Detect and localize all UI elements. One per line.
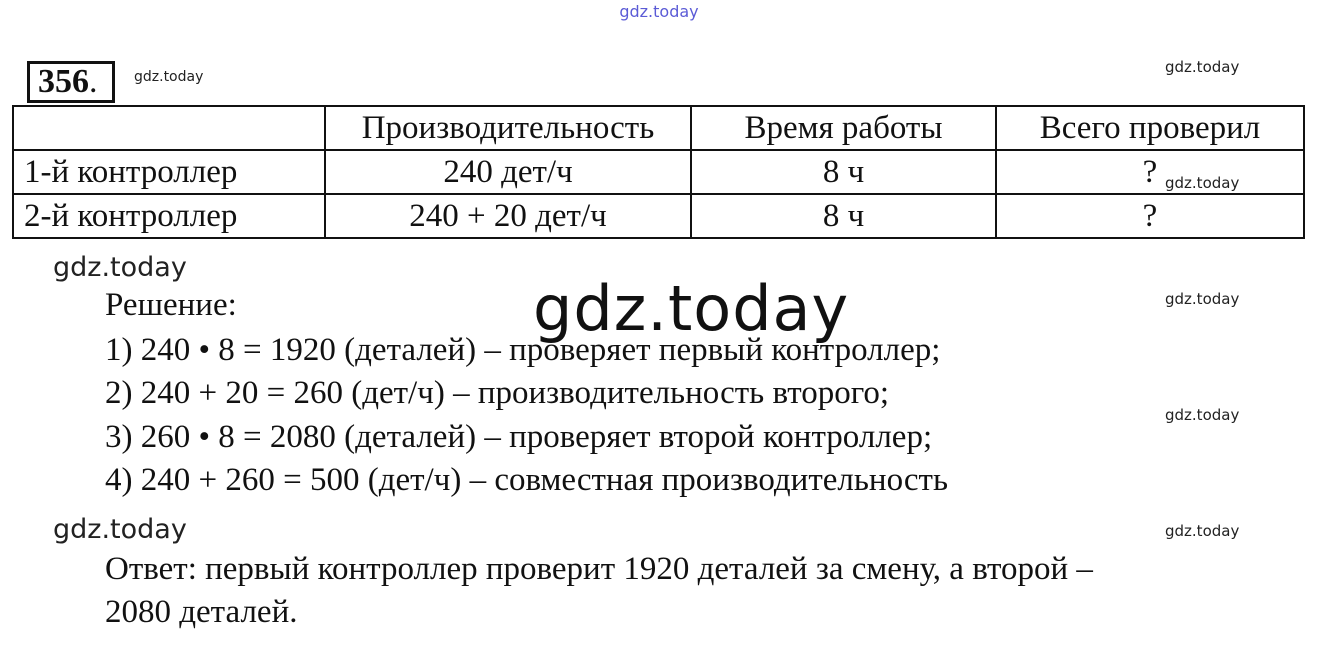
table-row: [13, 150, 1304, 194]
problem-number-value: 356: [38, 63, 89, 100]
watermark-right-3: gdz.today: [1165, 406, 1240, 424]
answer-line-2: 2080 деталей.: [105, 594, 298, 630]
solution-step: 2) 240 + 20 = 260 (дет/ч) – производительность второго;: [105, 375, 890, 411]
problem-number-dot: .: [89, 63, 98, 100]
watermark-right-4: gdz.today: [1165, 522, 1240, 540]
watermark-left-1: gdz.today: [53, 252, 187, 283]
table-row: [13, 194, 1304, 238]
solution-step: 3) 260 • 8 = 2080 (деталей) – проверяет второй контроллер;: [105, 419, 933, 455]
watermark-cell: gdz.today: [1165, 174, 1240, 192]
watermark-near-number: gdz.today: [134, 69, 204, 85]
table-row-label: 1-й контроллер: [13, 150, 325, 194]
table-header-cell: [13, 106, 325, 150]
solution-step: 4) 240 + 260 = 500 (дет/ч) – совместная производительность: [105, 462, 949, 498]
table-cell: ?: [996, 194, 1304, 238]
problem-number: [27, 61, 115, 103]
watermark-left-2: gdz.today: [53, 514, 187, 545]
data-table: [12, 105, 1305, 239]
solution-step: 1) 240 • 8 = 1920 (деталей) – проверяет первый контроллер;: [105, 332, 941, 368]
table-cell: 8 ч: [691, 150, 996, 194]
table-header-cell: Время работы: [691, 106, 996, 150]
watermark-right-1: gdz.today: [1165, 58, 1240, 76]
watermark-top: gdz.today: [619, 2, 699, 21]
watermark-right-2: gdz.today: [1165, 290, 1240, 308]
table-header-cell: Всего проверил: [996, 106, 1304, 150]
table-header-row: [13, 106, 1304, 150]
solution-title: Решение:: [105, 287, 237, 323]
table-cell: 240 + 20 дет/ч: [325, 194, 691, 238]
watermark-center: gdz.today: [533, 272, 850, 345]
table-cell: 240 дет/ч: [325, 150, 691, 194]
answer-line-1: Ответ: первый контроллер проверит 1920 деталей за смену, а второй –: [105, 551, 1093, 587]
table-cell: ?: [996, 150, 1304, 194]
table-row-label: 2-й контроллер: [13, 194, 325, 238]
table-header-cell: Производительность: [325, 106, 691, 150]
table-cell: 8 ч: [691, 194, 996, 238]
